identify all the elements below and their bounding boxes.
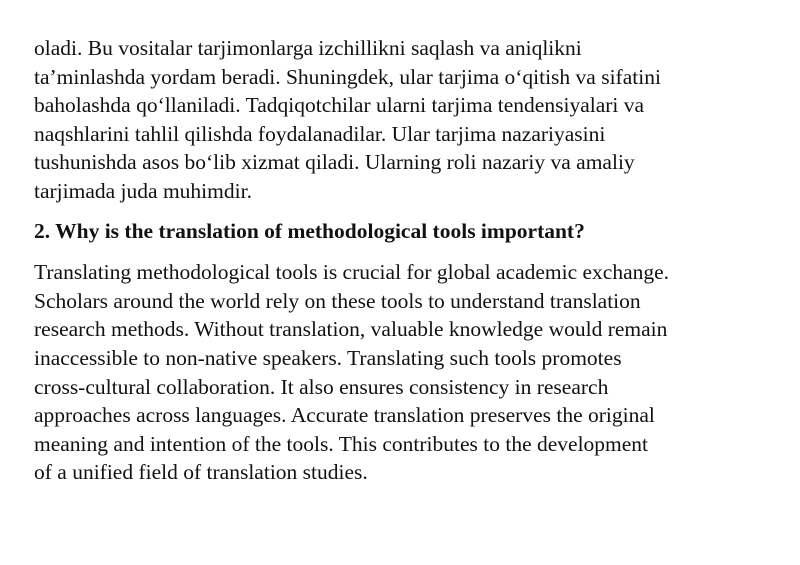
paragraph-line: oladi. Bu vositalar tarjimonlarga izchillikni saqlash va aniqlikni bbox=[34, 36, 582, 60]
document-page bbox=[34, 34, 784, 487]
paragraph-line: Translating methodological tools is crucial for global academic exchange. bbox=[34, 260, 670, 285]
paragraph-line: tarjimada juda muhimdir. bbox=[34, 178, 252, 203]
paragraph-uzbek bbox=[34, 34, 784, 206]
paragraph-line: tushunishda asos bo‘lib xizmat qiladi. Ularning roli nazariy va amaliy bbox=[34, 150, 635, 175]
paragraph-line: research methods. Without translation, valuable knowledge would remain bbox=[34, 317, 668, 342]
section-heading: 2. Why is the translation of methodological tools important? bbox=[34, 218, 585, 243]
paragraph-line: baholashda qo‘llaniladi. Tadqiqotchilar ularni tarjima tendensiyalari va bbox=[34, 93, 645, 118]
paragraph-line: approaches across languages. Accurate translation preserves the original bbox=[34, 403, 655, 428]
paragraph-english bbox=[34, 258, 784, 487]
paragraph-line: meaning and intention of the tools. This contributes to the development bbox=[34, 431, 649, 456]
paragraph-line: inaccessible to non-native speakers. Translating such tools promotes bbox=[34, 345, 622, 370]
paragraph-line: naqshlarini tahlil qilishda foydalanadilar. Ular tarjima nazariyasini bbox=[34, 121, 606, 146]
paragraph-line: ta’minlashda yordam beradi. Shuningdek, ular tarjima o‘qitish va sifatini bbox=[34, 64, 661, 89]
paragraph-line: of a unified field of translation studies. bbox=[34, 460, 368, 485]
paragraph-line: Scholars around the world rely on these tools to understand translation bbox=[34, 288, 641, 313]
paragraph-line: cross-cultural collaboration. It also ensures consistency in research bbox=[34, 374, 609, 399]
